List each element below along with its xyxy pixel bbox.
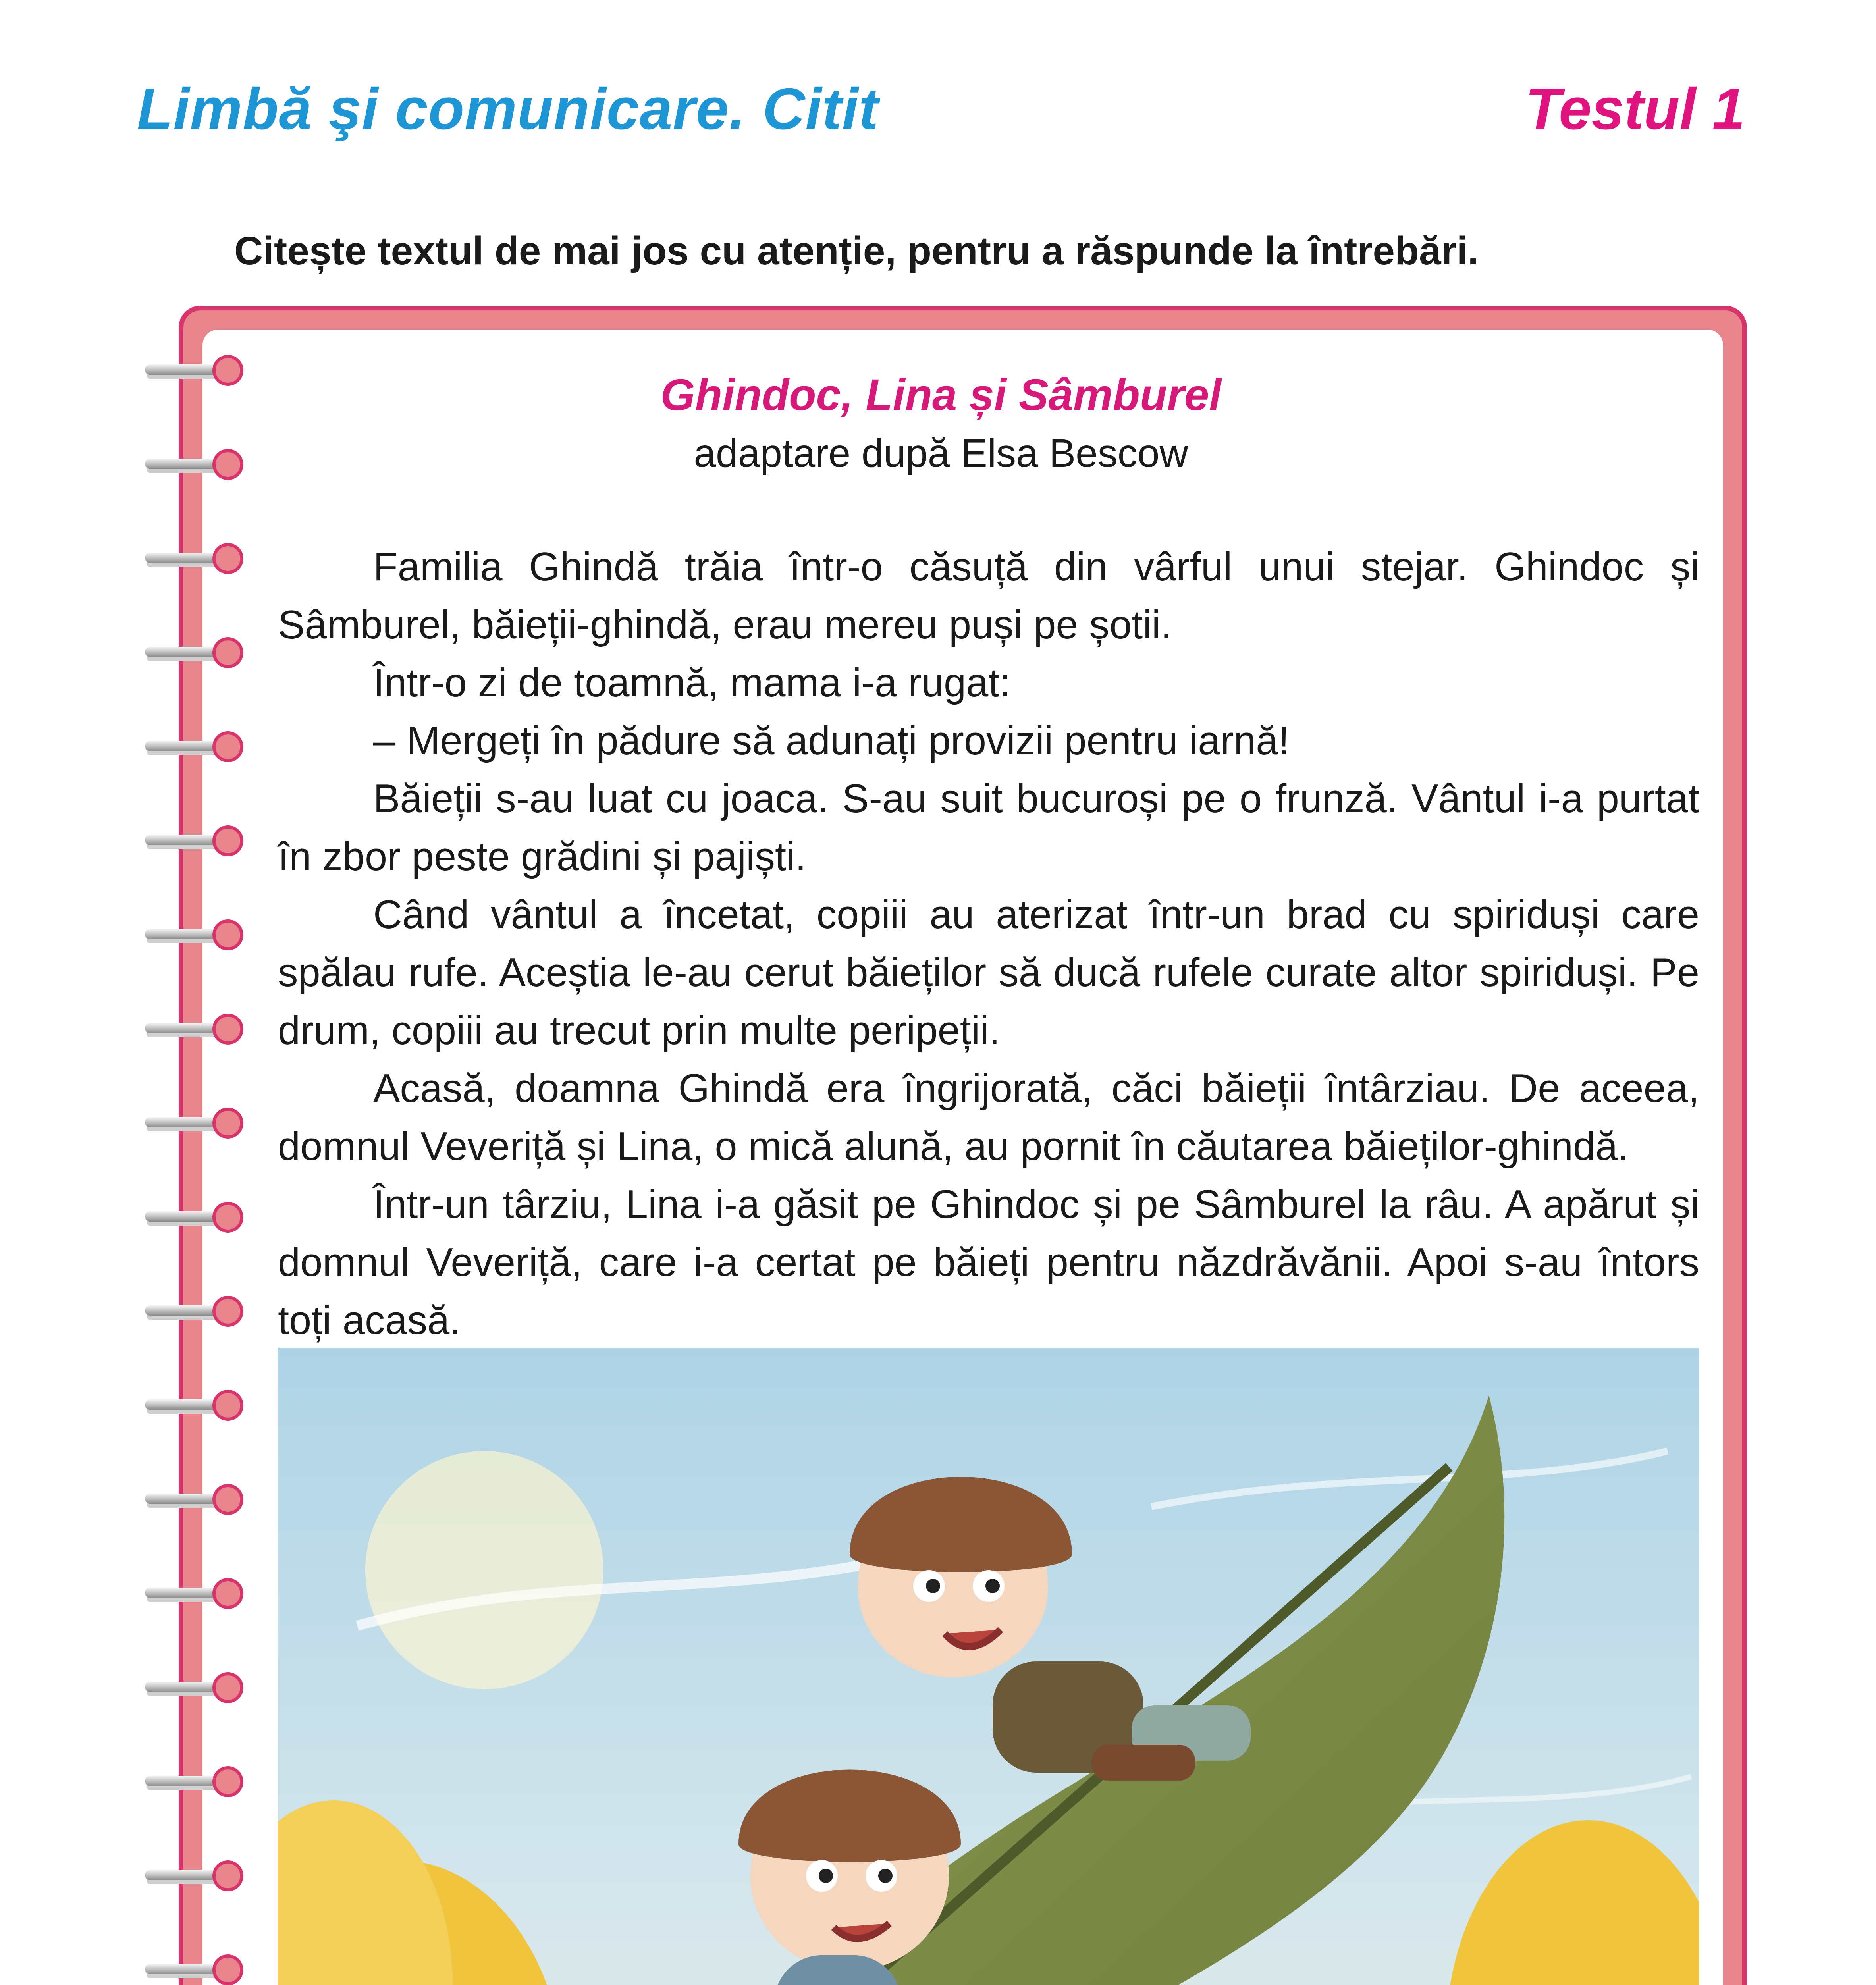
ring-hole	[212, 1484, 243, 1515]
ring-hole	[212, 355, 243, 386]
ring-hole	[212, 1014, 243, 1045]
ring-hole	[212, 731, 243, 762]
story-paragraph: Familia Ghindă trăia într-o căsuță din vârful unui stejar. Ghindoc și Sâmburel, băieții-ghindă, erau mereu puși pe șotii.	[278, 545, 1699, 647]
story-illustration	[278, 1348, 1699, 1985]
binding-ring	[137, 1949, 264, 1985]
test-label: Testul 1	[1525, 76, 1745, 142]
binding-ring	[137, 726, 264, 769]
binding-ring	[137, 1008, 264, 1052]
spiral-binding	[137, 349, 264, 1985]
story-paragraph: Când vântul a încetat, copiii au aterizat într-un brad cu spiriduși care spălau rufe. Aceștia le-au cerut băieților să ducă rufele curate altor spiriduși. Pe drum, copiii au trecut prin multe peripeții.	[278, 892, 1699, 1053]
binding-ring	[137, 1102, 264, 1146]
ring-hole	[212, 1202, 243, 1233]
binding-ring	[137, 1384, 264, 1428]
story-paragraph: Băieții s-au luat cu joaca. S-au suit bucuroși pe o frunză. Vântul i-a purtat în zbor peste grădini și pajiști.	[278, 777, 1699, 879]
ring-hole	[212, 825, 243, 856]
story-author: adaptare după Elsa Bescow	[694, 431, 1188, 476]
story-title: Ghindoc, Lina și Sâmburel	[660, 370, 1222, 420]
ring-hole	[212, 543, 243, 574]
ring-hole	[212, 1954, 243, 1985]
ring-hole	[212, 919, 243, 950]
story-paragraph: Într-o zi de toamnă, mama i-a rugat:	[373, 661, 1011, 705]
subject-header: Limbă şi comunicare. Citit	[137, 76, 879, 142]
acorn-boys-illustration-icon	[278, 1348, 1699, 1985]
binding-ring	[137, 914, 264, 958]
story-paragraph: Într-un târziu, Lina i-a găsit pe Ghindoc și pe Sâmburel la râu. A apărut și domnul Veveriță, care i-a certat pe băieți pentru năzdrăvănii. Apoi s-au întors toți acasă.	[278, 1182, 1699, 1343]
instruction-text: Citește textul de mai jos cu atenție, pentru a răspunde la întrebări.	[234, 229, 1479, 273]
ring-hole	[212, 1296, 243, 1327]
binding-ring	[137, 349, 264, 393]
ring-hole	[212, 1766, 243, 1797]
ring-hole	[212, 1672, 243, 1703]
ring-hole	[212, 1390, 243, 1421]
story-paragraph: – Mergeți în pădure să adunați provizii pentru iarnă!	[373, 719, 1290, 763]
binding-ring	[137, 443, 264, 487]
ring-hole	[212, 637, 243, 668]
story-text	[278, 538, 1699, 1349]
binding-ring	[137, 1667, 264, 1710]
binding-ring	[137, 1573, 264, 1616]
ring-hole	[212, 1578, 243, 1609]
binding-ring	[137, 1761, 264, 1804]
binding-ring	[137, 1855, 264, 1898]
ring-hole	[212, 449, 243, 480]
binding-ring	[137, 1196, 264, 1240]
ring-hole	[212, 1860, 243, 1891]
binding-ring	[137, 1478, 264, 1522]
binding-ring	[137, 632, 264, 675]
binding-ring	[137, 538, 264, 581]
binding-ring	[137, 820, 264, 863]
binding-ring	[137, 1290, 264, 1334]
ring-hole	[212, 1108, 243, 1139]
story-paragraph: Acasă, doamna Ghindă era îngrijorată, căci băieții întârziau. De aceea, domnul Veveriță și Lina, o mică alună, au pornit în căutarea băieților-ghindă.	[278, 1066, 1699, 1169]
